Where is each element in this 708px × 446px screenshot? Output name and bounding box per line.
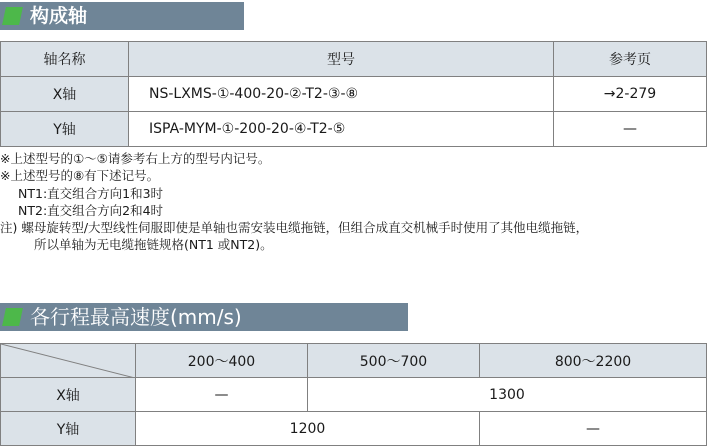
x-speed-500-2200: 1300	[308, 378, 707, 412]
header-reference-page: 参考页	[554, 42, 707, 77]
axis-y-label: Y轴	[1, 412, 136, 446]
note-line: NT2:直交组合方向2和4时	[18, 202, 164, 218]
table-row	[1, 412, 707, 446]
note-line: ※上述型号的⑧有下述记号。	[0, 168, 160, 184]
axis-x-label: X轴	[1, 378, 136, 412]
note-line: 注) 螺母旋转型/大型线性伺服即使是单轴也需安装电缆拖链，但组合成直交机械手时使用了其他电缆拖链，	[0, 220, 589, 236]
speed-section-header	[0, 303, 408, 331]
table-row	[1, 77, 707, 112]
header-model: 型号	[129, 42, 554, 77]
composition-section-header	[0, 2, 244, 30]
header-stroke-800-2200: 800～2200	[480, 344, 707, 378]
composition-table	[0, 41, 707, 147]
header-stroke-200-400: 200～400	[136, 344, 308, 378]
note-line: NT1:直交组合方向1和3时	[18, 185, 164, 201]
y-speed-800-2200: —	[480, 412, 707, 446]
axis-x-label: X轴	[1, 77, 129, 112]
diagonal-corner-cell	[1, 344, 136, 378]
axis-y-label: Y轴	[1, 112, 129, 147]
speed-table	[0, 343, 707, 446]
x-speed-200-400: —	[136, 378, 308, 412]
green-marker	[2, 7, 23, 25]
notes-block	[0, 150, 588, 254]
y-axis-model: ISPA-MYM-①-200-20-④-T2-⑤	[129, 112, 554, 147]
x-axis-model: NS-LXMS-①-400-20-②-T2-③-⑧	[129, 77, 554, 112]
diagonal-line-icon	[1, 344, 135, 378]
header-stroke-500-700: 500～700	[308, 344, 480, 378]
table-row	[1, 112, 707, 147]
note-line: 所以单轴为无电缆拖链规格(NT1 或NT2)。	[34, 237, 273, 253]
table-header-row	[1, 42, 707, 77]
table-header-row	[1, 344, 707, 378]
speed-title: 各行程最高速度(mm/s)	[30, 305, 242, 329]
x-axis-page: →2-279	[554, 77, 707, 112]
composition-title: 构成轴	[30, 5, 88, 27]
note-line: ※上述型号的①～⑤请参考右上方的型号内记号。	[0, 151, 271, 166]
table-row	[1, 378, 707, 412]
header-axis-name: 轴名称	[1, 42, 129, 77]
green-marker	[2, 308, 23, 326]
y-speed-200-700: 1200	[136, 412, 480, 446]
y-axis-page: —	[554, 112, 707, 147]
